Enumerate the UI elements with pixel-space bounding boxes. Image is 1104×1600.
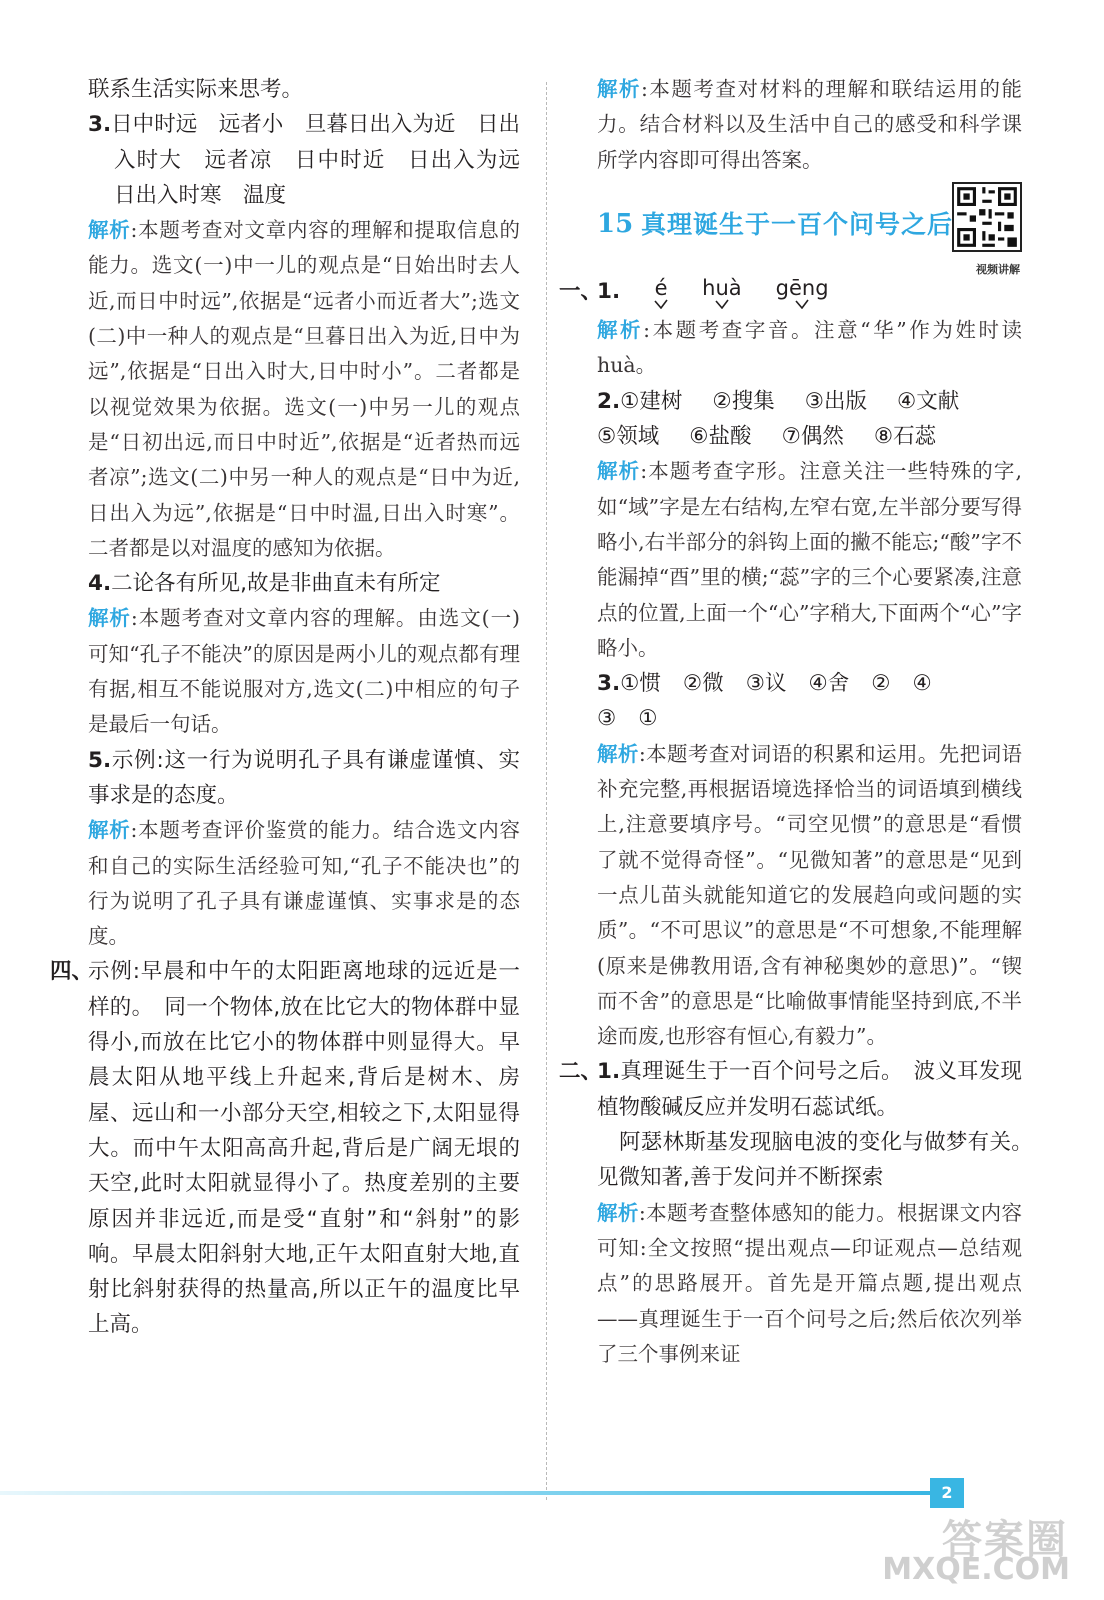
q3-answer-text: 日中时远 远者小 旦暮日出入为近 日出入时大 远者凉 日中时近 日出入为远 日出入时寒 温度 <box>111 112 542 208</box>
q5-analysis <box>88 813 520 954</box>
section-two-q1 <box>559 1054 1022 1125</box>
q21-analysis <box>597 1196 1022 1372</box>
pinyin-text: gēng <box>775 276 829 301</box>
q21-analysis-text: :本题考查整体感知的能力。根据课文内容可知:全文按照“提出观点—印证观点—总结观点”的思路展开。首先是开篇点题,提出观点——真理诞生于一百个问号之后;然后依次列举了三个事例来证 <box>597 1200 1023 1366</box>
section-one-label: 一、 <box>559 278 603 304</box>
q3-analysis-right <box>597 737 1022 1055</box>
q3-number: 3. <box>88 112 112 138</box>
watermark-url: MXQE.COM <box>882 1552 1070 1587</box>
column-divider <box>546 82 547 1500</box>
pinyin-answers <box>597 274 1022 309</box>
qr-code-icon[interactable] <box>952 182 1022 252</box>
word-item: ②搜集 <box>712 388 775 414</box>
q21-answer-b: 阿瑟林斯基发现脑电波的变化与做梦有关。 见微知著,善于发问并不断探索 <box>597 1130 1044 1191</box>
q4-answer <box>88 566 520 601</box>
analysis-tag: 解析 <box>597 1200 639 1225</box>
q1-analysis-text: :本题考查字音。注意“华”作为姓时读 huà。 <box>597 318 1022 378</box>
lesson-header <box>597 186 1022 276</box>
section-one-q1 <box>559 274 1022 309</box>
q3-answer <box>88 107 542 213</box>
q2-analysis <box>597 454 1022 666</box>
top-analysis-text: :本题考查对材料的理解和联结运用的能力。结合材料以及生活中自己的感受和科学课所学内容即可得出答案。 <box>597 77 1023 172</box>
q4-analysis-text: :本题考查对文章内容的理解。由选文(一)可知“孔子不能决”的原因是两小儿的观点都有理有据,相互不能说服对方,选文(二)中相应的句子是最后一句话。 <box>88 606 521 737</box>
q4-answer-text: 二论各有所见,故是非曲直未有所定 <box>111 571 441 597</box>
q4-analysis <box>88 601 520 742</box>
lesson-number: 15 <box>597 209 634 240</box>
section-two-label: 二、 <box>559 1059 603 1085</box>
word-item: ② <box>871 671 891 697</box>
top-analysis <box>597 72 1022 178</box>
q5-analysis-text: :本题考查评价鉴赏的能力。结合选文内容和自己的实际生活经验可知,“孔子不能决也”的行为说明了孔子具有谦虚谨慎、实事求是的态度。 <box>88 818 521 949</box>
pinyin-item <box>654 277 668 309</box>
word-item: ⑧石蕊 <box>873 424 937 450</box>
section-four-text: 示例:早晨和中午的太阳距离地球的远近是一样的。 同一个物体,放在比它大的物体群中显得小,而放在比它小的物体群中则显得大。早晨太阳从地平线上升起来,背后是树木、房屋、远山和一小部分天空,相较之下,太阳显得大。而中午太阳高高升起,背后是广阔无垠的天空,此时太阳就显得小了。热度差别的主要原因并非远近,而是受“直射”和“斜射”的影响。早晨太阳斜射大地,正午太阳直射大地,直射比斜射获得的热量高,所以正午的温度比早上高。 <box>88 959 520 1338</box>
word-item: ③议 <box>745 671 787 697</box>
section-four-answer <box>50 954 520 1342</box>
pinyin-item <box>776 277 829 309</box>
q3-answer-row2 <box>597 701 1022 736</box>
analysis-tag: 解析 <box>597 459 641 484</box>
watermark-logo: 答案圈 <box>942 1517 1068 1563</box>
q21-number: 1. <box>597 1059 621 1085</box>
q3-answer-row1 <box>597 666 1022 701</box>
q2-answer-row2 <box>597 419 1022 454</box>
q2-analysis-text: :本题考查字形。注意关注一些特殊的字,如“域”字是左右结构,左窄右宽,左半部分要写得略小,右半部分的斜钩上面的撇不能忘;“酸”字不能漏掉“酉”里的横;“蕊”字的三个心要紧凑,注意点的位置,上面一个“心”字稍大,下面两个“心”字略小。 <box>597 459 1022 660</box>
word-item: ⑦偶然 <box>781 424 844 450</box>
q3-analysis <box>88 213 520 566</box>
q21-answer-a: 真理诞生于一百个问号之后。 波义耳发现植物酸碱反应并发明石蕊试纸。 <box>597 1059 1022 1120</box>
right-column <box>559 72 1044 1372</box>
analysis-tag: 解析 <box>597 77 642 101</box>
analysis-tag: 解析 <box>597 318 644 343</box>
word-item: ⑤领域 <box>597 424 660 450</box>
word-item: ④ <box>912 671 932 697</box>
analysis-tag: 解析 <box>88 818 131 843</box>
footer-rule <box>0 1491 930 1495</box>
q5-answer <box>88 743 520 814</box>
word-item: ① <box>638 706 658 732</box>
q5-number: 5. <box>88 747 112 773</box>
lesson-title: 真理诞生于一百个问号之后 <box>641 210 954 240</box>
page-number: 2 <box>930 1478 964 1508</box>
pinyin-text: é <box>654 276 668 301</box>
q2-number: 2. <box>597 388 621 414</box>
check-mark-icon <box>654 299 668 309</box>
q21-answer-cont <box>597 1125 1044 1196</box>
word-item: ③出版 <box>804 388 867 414</box>
word-item: ⑥盐酸 <box>689 424 752 450</box>
word-item: ③ <box>597 706 617 732</box>
q3-analysis-text: :本题考查对词语的积累和运用。先把词语补充完整,再根据语境选择恰当的词语填到横线上,注意要填序号。“司空见惯”的意思是“看惯了就不觉得奇怪”。“见微知著”的意思是“见到一点儿苗头就能知道它的发展趋向或问题的实质”。“不可思议”的意思是“不可想象,不能理解(原来是佛教用语,含有神秘奥妙的意思)”。“锲而不舍”的意思是“比喻做事情能坚持到底,不半途而废,也形容有恒心,有毅力”。 <box>597 741 1023 1049</box>
q5-answer-text: 示例:这一行为说明孔子具有谦虚谨慎、实事求是的态度。 <box>88 747 520 808</box>
check-mark-icon <box>795 299 809 309</box>
q3-analysis-text: :本题考查对文章内容的理解和提取信息的能力。选文(一)中一儿的观点是“日始出时去人近,而日中时远”,依据是“远者小而近者大”;选文(二)中一种人的观点是“旦暮日出入为近,日中为远”,依据是“日出入时大,日中时小”。二者都是以视觉效果为依据。选文(一)中另一儿的观点是“日初出远,而日中时近”,依据是“近者热而远者凉”;选文(二)中另一种人的观点是“日中为近,日出入为远”,依据是“日中时温,日出入时寒”。二者都是以对温度的感知为依据。 <box>88 218 521 560</box>
q4-number: 4. <box>88 571 112 597</box>
check-mark-icon <box>715 299 729 309</box>
pinyin-text: huà <box>702 276 742 301</box>
analysis-tag: 解析 <box>597 741 639 766</box>
word-item: ④舍 <box>808 671 850 697</box>
qr-label: 视频讲解 <box>976 262 1020 276</box>
word-item: ②微 <box>682 671 724 697</box>
q2-answer-row1 <box>597 384 1022 419</box>
continued-line: 联系生活实际来思考。 <box>88 77 304 102</box>
q1-number: 1. <box>597 278 621 304</box>
word-item: ①建树 <box>620 388 683 414</box>
q1-analysis <box>597 313 1022 384</box>
word-item: ①惯 <box>620 671 661 697</box>
section-four-label: 四、 <box>50 959 94 985</box>
analysis-tag: 解析 <box>88 606 131 631</box>
analysis-tag: 解析 <box>88 218 131 243</box>
left-column <box>50 72 542 1343</box>
q3-number: 3. <box>597 671 621 697</box>
pinyin-item <box>702 277 742 309</box>
word-item: ④文献 <box>896 388 960 414</box>
